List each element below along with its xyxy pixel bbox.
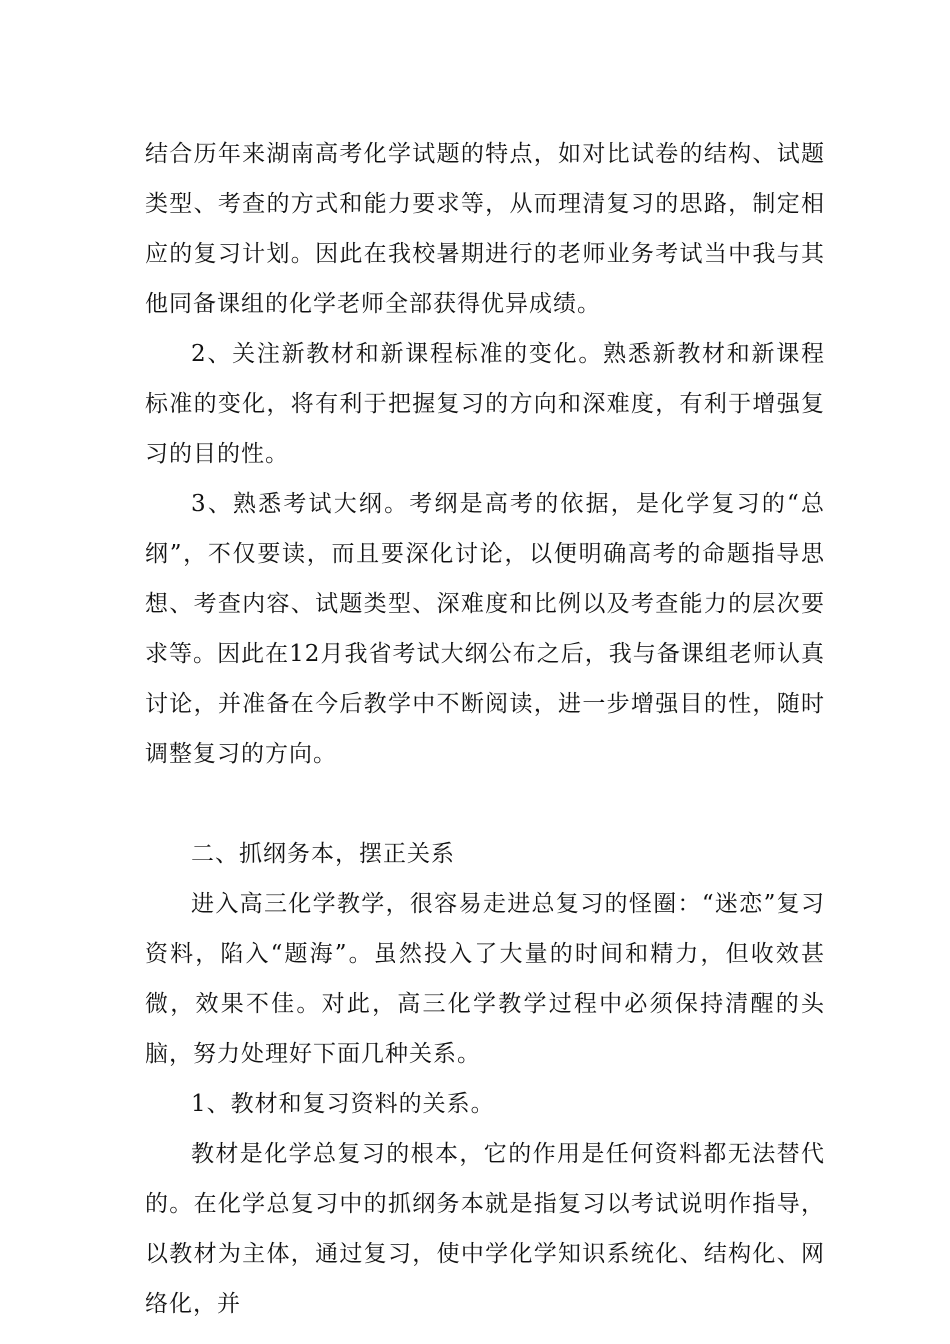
paragraph-section-intro: 进入高三化学教学，很容易走进总复习的怪圈：“迷恋”复习资料，陷入“题海”。虽然投入了大量的时间和精力，但收效甚微，效果不佳。对此，高三化学教学过程中必须保持清醒的头脑，努力处理好下面几种关系。 xyxy=(145,891,825,1067)
paragraph-continuation: 结合历年来湖南高考化学试题的特点，如对比试卷的结构、试题类型、考查的方式和能力要求等，从而理清复习的思路，制定相应的复习计划。因此在我校暑期进行的老师业务考试当中我与其他同备课组的化学老师全部获得优异成绩。 xyxy=(145,141,825,317)
paragraph-item-3: 3、熟悉考试大纲。考纲是高考的依据，是化学复习的“总纲”，不仅要读，而且要深化讨论，以便明确高考的命题指导思想、考查内容、试题类型、深难度和比例以及考查能力的层次要求等。因此在12月我省考试大纲公布之后，我与备课组老师认真讨论，并准备在今后教学中不断阅读，进一步增强目的性，随时调整复习的方向。 xyxy=(145,491,825,767)
document-body xyxy=(145,129,825,1329)
paragraph-textbook: 教材是化学总复习的根本，它的作用是任何资料都无法替代的。在化学总复习中的抓纲务本就是指复习以考试说明作指导，以教材为主体，通过复习，使中学化学知识系统化、结构化、网络化，并 xyxy=(145,1141,825,1317)
paragraph-subheading-1: 1、教材和复习资料的关系。 xyxy=(191,1091,495,1117)
section-heading: 二、抓纲务本，摆正关系 xyxy=(191,841,455,867)
paragraph-item-2: 2、关注新教材和新课程标准的变化。熟悉新教材和新课程标准的变化，将有利于把握复习的方向和深难度，有利于增强复习的目的性。 xyxy=(145,341,825,467)
section-spacer xyxy=(145,779,825,829)
